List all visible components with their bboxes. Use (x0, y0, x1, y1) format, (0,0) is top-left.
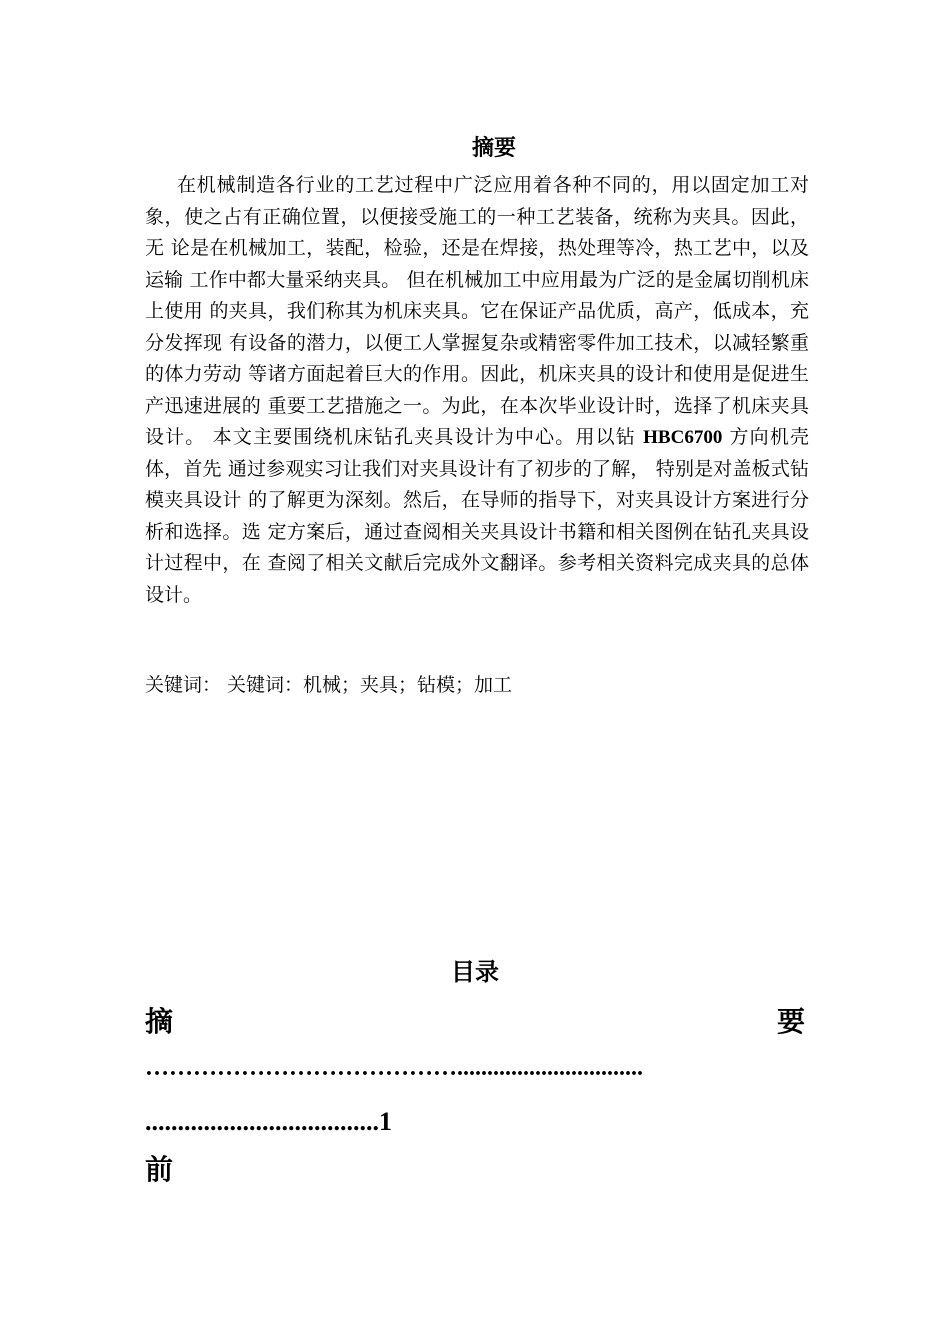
toc-leader-dots-line2 (145, 1102, 392, 1142)
toc-entry-preface-label: 前 (145, 1153, 174, 1186)
toc-entry-abstract-left: 摘 (145, 1005, 174, 1038)
toc-entry-abstract[interactable] (145, 1000, 805, 1044)
toc-leader-dots-line1 (145, 1048, 825, 1088)
toc-leader-periods-2: .................................... (145, 1107, 379, 1136)
toc-page-number: 1 (379, 1107, 392, 1136)
abstract-model-number: HBC6700 (643, 427, 723, 448)
toc-leader-periods: ............................... (457, 1055, 643, 1081)
toc-title: 目录 (451, 958, 499, 986)
abstract-body (145, 170, 809, 611)
abstract-title: 摘要 (471, 136, 516, 161)
abstract-text-part2: 方向机壳体，首先 通过参观实习让我们对夹具设计有了初步的了解， 特别是对盖板式钻模夹具设计 的了解更为深刻。然后，在导师的指导下，对夹具设计方案进行分析和选择。选 定方案后，通过查阅相关夹具设计书籍和相关图例在钻孔夹具设计过程中，在 查阅了相关文献后完成外文翻译。参考相关资料完成夹具的总体设计。 (145, 426, 809, 606)
keywords-line: 关键词： 关键词：机械；夹具；钻模；加工 (145, 674, 513, 696)
toc-entry-abstract-right: 要 (776, 1005, 805, 1038)
toc-leader-ellipsis: ………………………………… (145, 1055, 457, 1081)
toc-entry-preface[interactable] (145, 1148, 805, 1192)
abstract-text-part1: 在机械制造各行业的工艺过程中广泛应用着各种不同的，用以固定加工对 象，使之占有正确位置，以便接受施工的一种工艺装备，统称为夹具。因此，无 论是在机械加工，装配，检验，还是在焊接，热处理等冷，热工艺中，以及运输 工作中都大量采纳夹具。 但在机械加工中应用最为广泛的是金属切削机床上使用 的夹具，我们称其为机床夹具。它在保证产品优质，高产，低成本，充分发挥现 有设备的潜力，以便工人掌握复杂或精密零件加工技术，以减轻繁重的体力劳动 等诸方面起着巨大的作用。因此，机床夹具的设计和使用是促进生产迅速进展的 重要工艺措施之一。为此，在本次毕业设计时，选择了机床夹具设计。 本文主要围绕机床钻孔夹具设计为中心。用以钻 (145, 174, 809, 448)
